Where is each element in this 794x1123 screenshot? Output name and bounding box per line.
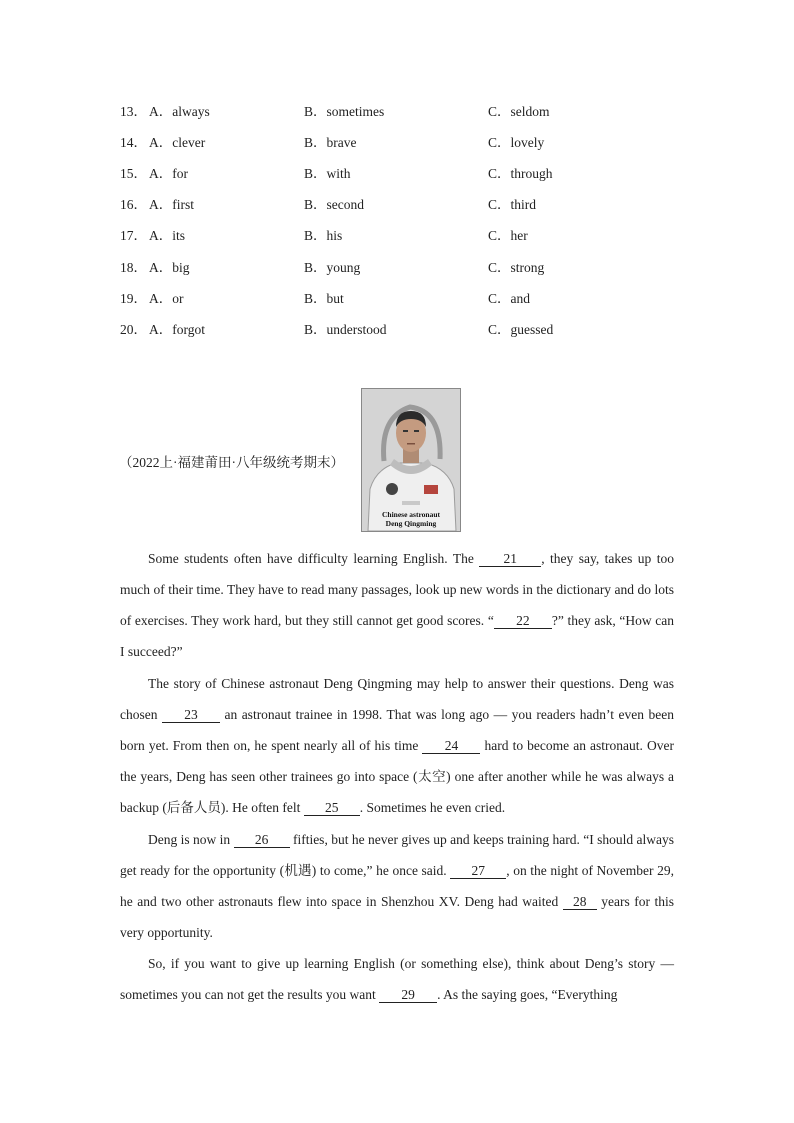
- question-number: 16．: [120, 197, 147, 212]
- photo-caption: [362, 510, 460, 528]
- passage-paragraph-4: So, if you want to give up learning English (or something else), think about Deng’s story — sometimes you can not get the results you want 29 . As the saying goes, “Everything: [120, 956, 674, 1003]
- astronaut-photo: [361, 388, 461, 532]
- option-c: C．guessed: [488, 322, 554, 337]
- question-number: 18．: [120, 260, 147, 275]
- option-c: C．lovely: [488, 135, 545, 150]
- option-b: B．second: [304, 197, 364, 212]
- option-a: A．big: [149, 260, 190, 275]
- option-b: B．sometimes: [304, 104, 385, 119]
- question-number: 19．: [120, 291, 147, 306]
- question-number: 15．: [120, 166, 147, 181]
- blank-23: 23: [162, 707, 220, 723]
- option-b: B．understood: [304, 322, 387, 337]
- option-c: C．through: [488, 166, 553, 181]
- exam-source: （2022上·福建莆田·八年级统考期末）: [119, 455, 344, 470]
- question-number: 17．: [120, 228, 147, 243]
- option-a: A．forgot: [149, 322, 205, 337]
- option-a: A．first: [149, 197, 194, 212]
- question-number: 20．: [120, 322, 147, 337]
- option-c: C．her: [488, 228, 528, 243]
- blank-26: 26: [234, 832, 290, 848]
- photo-caption-line-1: Chinese astronaut: [382, 510, 440, 519]
- blank-27: 27: [450, 863, 506, 879]
- question-number: 14．: [120, 135, 147, 150]
- blank-22: 22: [494, 613, 552, 629]
- blank-21: 21: [479, 551, 541, 567]
- option-b: B．young: [304, 260, 361, 275]
- option-a: A．always: [149, 104, 210, 119]
- option-c: C．third: [488, 197, 537, 212]
- option-a: A．or: [149, 291, 184, 306]
- passage-paragraph-2: The story of Chinese astronaut Deng Qingming may help to answer their questions. Deng was chosen 23 an astronaut trainee in 1998. That was long ago — you readers hadn’t even been born yet. From then on, he spent nearly all of his time 24 hard to become an astronaut. Over the years, Deng has seen other trainees go into space (太空) one after another while he was always a backup (后备人员). He often felt 25 . Sometimes he even cried.: [120, 676, 674, 816]
- option-b: B．brave: [304, 135, 357, 150]
- blank-29: 29: [379, 987, 437, 1003]
- photo-caption-line-2: Deng Qingming: [385, 519, 437, 528]
- passage-paragraph-3: Deng is now in 26 fifties, but he never gives up and keeps training hard. “I should always get ready for the opportunity (机遇) to come,” he once said. 27 , on the night of November 29, he and two other astronauts flew into space in Shenzhou XV. Deng had waited 28 years for this very opportunity.: [120, 832, 674, 941]
- blank-25: 25: [304, 800, 360, 816]
- option-a: A．clever: [149, 135, 206, 150]
- option-b: B．with: [304, 166, 351, 181]
- blank-28: 28: [563, 894, 597, 910]
- option-b: B．but: [304, 291, 344, 306]
- option-b: B．his: [304, 228, 343, 243]
- option-c: C．seldom: [488, 104, 550, 119]
- passage-paragraph-1: Some students often have difficulty learning English. The 21 , they say, takes up too much of their time. They have to read many passages, look up new words in the dictionary and do lots of exercises. They work hard, but they still cannot get good scores. “ 22 ?” they ask, “How can I succeed?”: [120, 551, 674, 660]
- option-a: A．for: [149, 166, 188, 181]
- question-number: 13．: [120, 104, 147, 119]
- option-a: A．its: [149, 228, 186, 243]
- option-c: C．and: [488, 291, 530, 306]
- option-c: C．strong: [488, 260, 545, 275]
- blank-24: 24: [422, 738, 480, 754]
